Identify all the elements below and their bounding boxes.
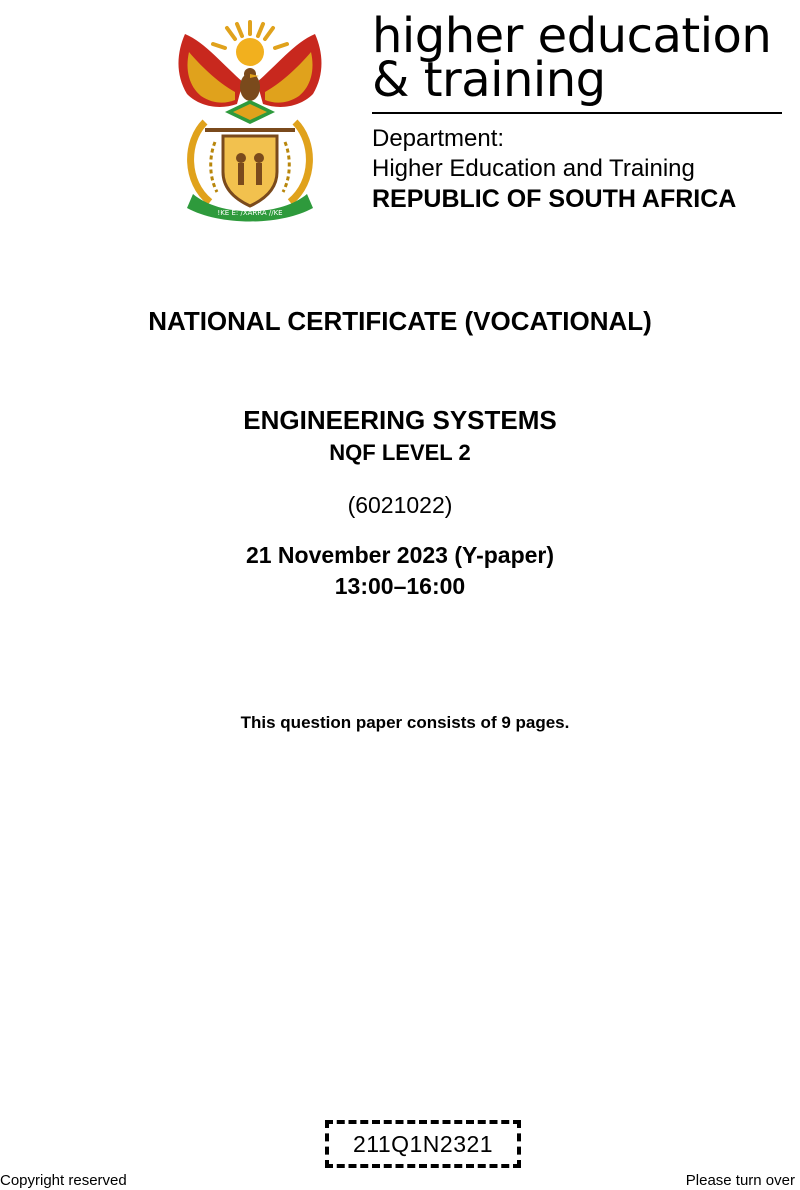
exam-date: 21 November 2023 (Y-paper) <box>245 542 555 568</box>
footer-copyright: Copyright reserved <box>0 1172 127 1189</box>
department-brand <box>372 8 784 213</box>
brand-divider <box>372 112 782 114</box>
brand-line-1: higher education <box>372 8 772 64</box>
department-label: Department: <box>372 125 505 152</box>
country-name: REPUBLIC OF SOUTH AFRICA <box>372 185 737 213</box>
tusk-left-icon <box>191 122 210 202</box>
department-name: Higher Education and Training <box>372 155 695 182</box>
coat-of-arms-emblem <box>165 12 335 222</box>
exam-time: 13:00–16:00 <box>334 573 466 599</box>
footer-turn-over: Please turn over <box>685 1172 795 1189</box>
subject-title: ENGINEERING SYSTEMS <box>243 405 557 435</box>
department-block <box>372 124 736 214</box>
certificate-title: NATIONAL CERTIFICATE (VOCATIONAL) <box>148 306 652 336</box>
wheat-right-icon <box>283 142 289 192</box>
paper-code-box: 211Q1N2321 <box>325 1120 521 1168</box>
nqf-level: NQF LEVEL 2 <box>329 440 471 465</box>
brand-line-2: & training <box>372 52 606 108</box>
pages-note: This question paper consists of 9 pages. <box>240 713 570 732</box>
wheat-left-icon <box>211 142 217 192</box>
sun-icon <box>213 22 287 66</box>
shield-icon <box>223 136 277 206</box>
subject-code: (6021022) <box>347 492 453 518</box>
motto-text: !KE E: /XARRA //KE <box>217 209 283 217</box>
secretary-bird-icon <box>240 68 260 101</box>
tusk-right-icon <box>290 122 309 202</box>
